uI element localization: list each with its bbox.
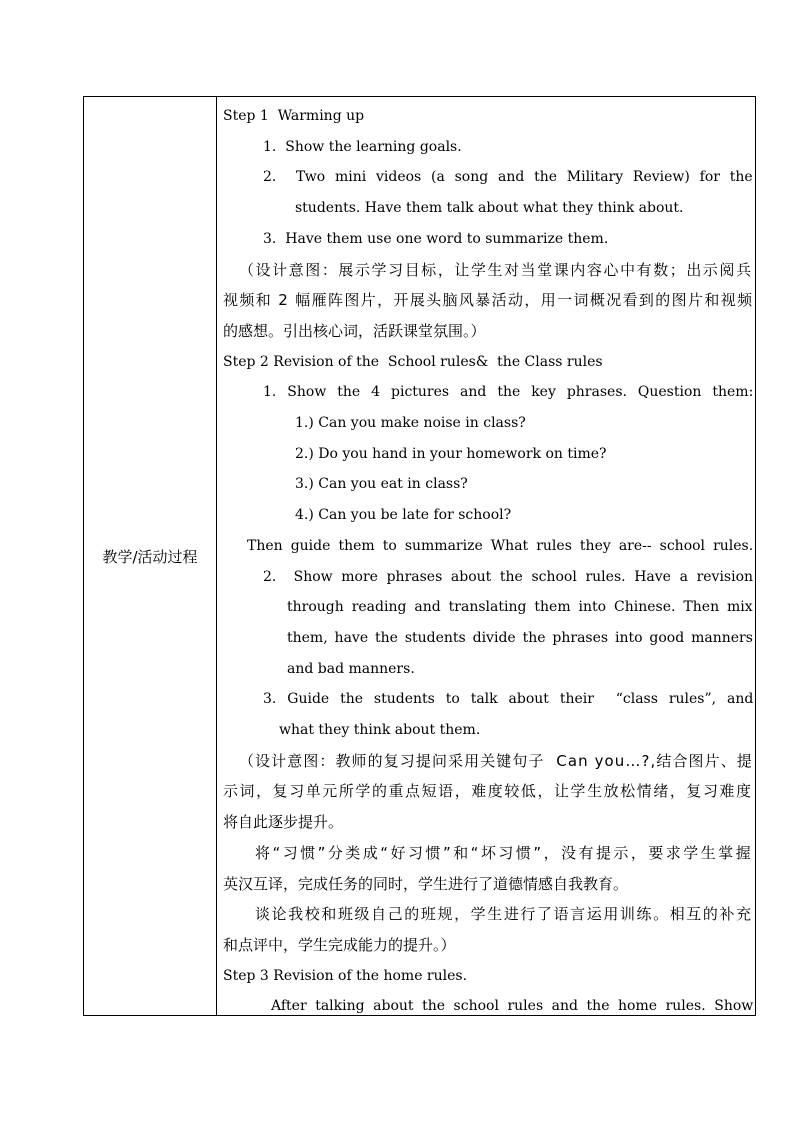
text-line: 3. Guide the students to talk about their “class rules”, and [263, 691, 753, 708]
text-line: 示词，复习单元所学的重点短语，难度较低，让学生放松情绪，复习难度 [223, 782, 753, 801]
text-line: what they think about them. [279, 722, 481, 738]
text-line: Step 2 Revision of the School rules& the Class rules [223, 353, 603, 370]
text-line: 的感想。引出核心词，活跃课堂氛围。） [223, 321, 486, 340]
text-line: （设计意图：展示学习目标，让学生对当堂课内容心中有数；出示阅兵 [239, 260, 753, 279]
text-line: 将自此逐步提升。 [223, 813, 344, 832]
text-line: 视频和 2 幅雁阵图片，开展头脑风暴活动，用一词概况看到的图片和视频 [223, 291, 753, 310]
text-line: 英汉互译，完成任务的同时，学生进行了道德情感自我教育。 [223, 874, 629, 893]
section-label-cell [84, 97, 216, 1015]
text-line: 2. Two mini videos (a song and the Military Review) for the [263, 169, 753, 186]
text-line: 3.) Can you eat in class? [295, 476, 468, 493]
text-line: Step 3 Revision of the home rules. [223, 967, 468, 984]
text-line: 谈论我校和班级自己的班规，学生进行了语言运用训练。相互的补充 [255, 905, 753, 924]
text-line: 4.) Can you be late for school? [295, 507, 512, 524]
text-line: Then guide them to summarize What rules they are-- school rules. [247, 537, 753, 554]
text-line: and bad manners. [287, 660, 415, 677]
text-line: through reading and translating them into Chinese. Then mix [287, 599, 753, 616]
text-line: 2. Show more phrases about the school rules. Have a revision [263, 568, 753, 585]
lesson-plan-table [83, 96, 756, 1016]
text-line: 1. Show the learning goals. [263, 138, 462, 155]
activity-content-cell [223, 97, 753, 1015]
text-line: 1.) Can you make noise in class? [295, 415, 526, 431]
text-line: After talking about the school rules and the home rules. Show [271, 998, 753, 1015]
text-line: 和点评中，学生完成能力的提升。） [223, 935, 456, 954]
text-line: 3. Have them use one word to summarize them. [263, 230, 609, 247]
text-line: 2.) Do you hand in your homework on time? [295, 445, 607, 462]
text-line: 1. Show the 4 pictures and the key phrases. Question them: [263, 384, 753, 401]
section-label: 教学/活动过程 [102, 547, 198, 566]
text-line: （设计意图：教师的复习提问采用关键句子 Can you…?,结合图片、提 [239, 751, 753, 770]
text-line: 将“习惯”分类成“好习惯”和“坏习惯”，没有提示，要求学生掌握 [255, 843, 753, 862]
column-divider [216, 97, 217, 1015]
text-line: Step 1 Warming up [223, 108, 365, 124]
text-line: them, have the students divide the phrases into good manners [287, 629, 753, 646]
text-line: students. Have them talk about what they think about. [295, 200, 684, 217]
